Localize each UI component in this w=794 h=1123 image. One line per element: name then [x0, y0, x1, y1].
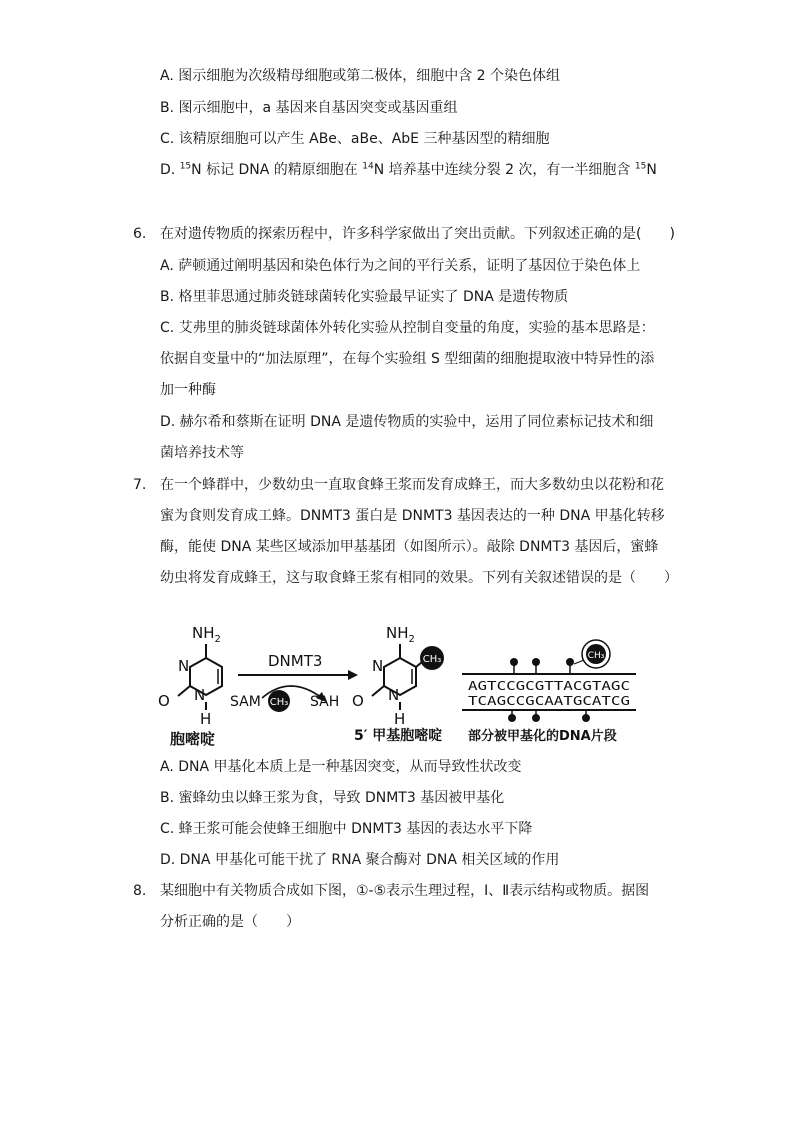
methyl-dot-icon — [566, 658, 574, 666]
q7-stem-line4: 幼虫将发育成蜂王，这与取食蜂王浆有相同的效果。下列有关叙述错误的是（ ） — [160, 570, 678, 586]
methyl-dot-icon — [532, 658, 540, 666]
q6-option-c-line2: 依据自变量中的“加法原理”，在每个实验组 S 型细菌的细胞提取液中特异性的添 — [160, 351, 655, 367]
q6-option-d-line2: 菌培养技术等 — [160, 445, 244, 461]
cytosine-label: 胞嘧啶 — [170, 730, 216, 748]
methyl-dot-icon — [532, 714, 540, 722]
ring-nitrogen: N — [194, 686, 206, 704]
dna-fragment-label: 部分被甲基化的DNA片段 — [468, 729, 617, 744]
q5-option-d — [160, 160, 657, 180]
q8-stem-line2: 分析正确的是（ ） — [160, 914, 300, 930]
methyl-dot-icon — [508, 714, 516, 722]
q7-stem-line1: 在一个蜂群中，少数幼虫一直取食蜂王浆而发育成蜂王，而大多数幼虫以花粉和花 — [160, 477, 664, 493]
q6-option-d-line1: D. 赫尔希和蔡斯在证明 DNA 是遗传物质的实验中，运用了同位素标记技术和细 — [160, 414, 654, 430]
q6-option-c-line3: 加一种酶 — [160, 382, 216, 398]
q5-option-d-text3: N — [646, 162, 657, 178]
dna-methylation-figure — [150, 618, 650, 753]
carbonyl-bond — [372, 686, 384, 696]
carbonyl-bond — [178, 686, 190, 696]
arrow-head-icon — [348, 670, 358, 680]
q5-option-b: B. 图示细胞中，a 基因来自基因突变或基因重组 — [160, 100, 458, 116]
q7-stem-line2: 蜜为食则发育成工蜂。DNMT3 蛋白是 DNMT3 基因表达的一种 DNA 甲基化转移 — [160, 508, 665, 524]
q6-option-b: B. 格里菲思通过肺炎链球菌转化实验最早证实了 DNA 是遗传物质 — [160, 289, 569, 305]
q6-option-c-line1: C. 艾弗里的肺炎链球菌体外转化实验从控制自变量的角度，实验的基本思路是： — [160, 320, 655, 336]
q8-stem-line1: 某细胞中有关物质合成如下图，①-⑤表示生理过程，Ⅰ、Ⅱ表示结构或物质。据图 — [160, 883, 650, 899]
q6-option-a: A. 萨顿通过阐明基因和染色体行为之间的平行关系，证明了基因位于染色体上 — [160, 258, 641, 274]
q7-option-b: B. 蜜蜂幼虫以蜂王浆为食，导致 DNMT3 基因被甲基化 — [160, 790, 505, 806]
question-number: 6. — [133, 226, 147, 242]
methyl-badge-text: CH₃ — [587, 651, 605, 661]
ring-nitrogen: N — [372, 657, 384, 675]
dna-fragment — [462, 640, 636, 722]
hydrogen-label: H — [394, 710, 406, 728]
q7-option-d: D. DNA 甲基化可能干扰了 RNA 聚合酶对 DNA 相关区域的作用 — [160, 852, 560, 868]
q5-option-c: C. 该精原细胞可以产生 ABe、aBe、AbE 三种基因型的精细胞 — [160, 131, 550, 147]
q7-stem-line3: 酶，能使 DNA 某些区域添加甲基基团（如图所示）。敲除 DNMT3 基因后，蜜蜂 — [160, 539, 659, 555]
isotope-superscript: 15 — [634, 161, 647, 172]
methyl-badge-text: CH₃ — [269, 697, 289, 708]
q5-option-d-prefix: D. — [160, 162, 180, 178]
methylcytosine-label: 5′ 甲基胞嘧啶 — [354, 728, 443, 744]
sam-label: SAM — [230, 694, 261, 710]
sah-label: SAH — [310, 694, 340, 710]
dna-top-strand: AGTCCGCGTTACGTAGC — [468, 679, 630, 693]
methyl-dot-icon — [510, 658, 518, 666]
oxygen-label: O — [352, 692, 364, 710]
amino-label: $NH_2$ — [386, 624, 415, 645]
q5-option-d-text1: N 标记 DNA 的精原细胞在 — [191, 162, 363, 178]
reaction-arrow — [230, 652, 358, 712]
hydrogen-label: H — [200, 710, 212, 728]
q7-option-c: C. 蜂王浆可能会使蜂王细胞中 DNMT3 基因的表达水平下降 — [160, 821, 533, 837]
methyl-badge-text: CH₃ — [422, 654, 442, 665]
q6-stem: 在对遗传物质的探索历程中，许多科学家做出了突出贡献。下列叙述正确的是( ) — [160, 226, 675, 242]
enzyme-label: DNMT3 — [268, 652, 323, 670]
q7-option-a: A. DNA 甲基化本质上是一种基因突变，从而导致性状改变 — [160, 759, 522, 775]
cytosine-structure — [158, 624, 222, 728]
amino-label: $NH_2$ — [192, 624, 221, 645]
q5-option-d-text2: N 培养基中连续分裂 2 次，有一半细胞含 — [373, 162, 635, 178]
ring-nitrogen: N — [178, 657, 190, 675]
methylcytosine-structure — [352, 624, 444, 728]
question-number: 8. — [133, 883, 147, 899]
question-number: 7. — [133, 477, 147, 493]
oxygen-label: O — [158, 692, 170, 710]
q5-option-a: A. 图示细胞为次级精母细胞或第二极体，细胞中含 2 个染色体组 — [160, 68, 561, 84]
isotope-superscript: 15 — [179, 161, 192, 172]
callout-pointer — [574, 660, 584, 664]
ring-nitrogen: N — [388, 686, 400, 704]
isotope-superscript: 14 — [362, 161, 374, 172]
dna-bottom-strand: TCAGCCGCAATGCATCG — [468, 694, 630, 708]
methyl-dot-icon — [582, 714, 590, 722]
